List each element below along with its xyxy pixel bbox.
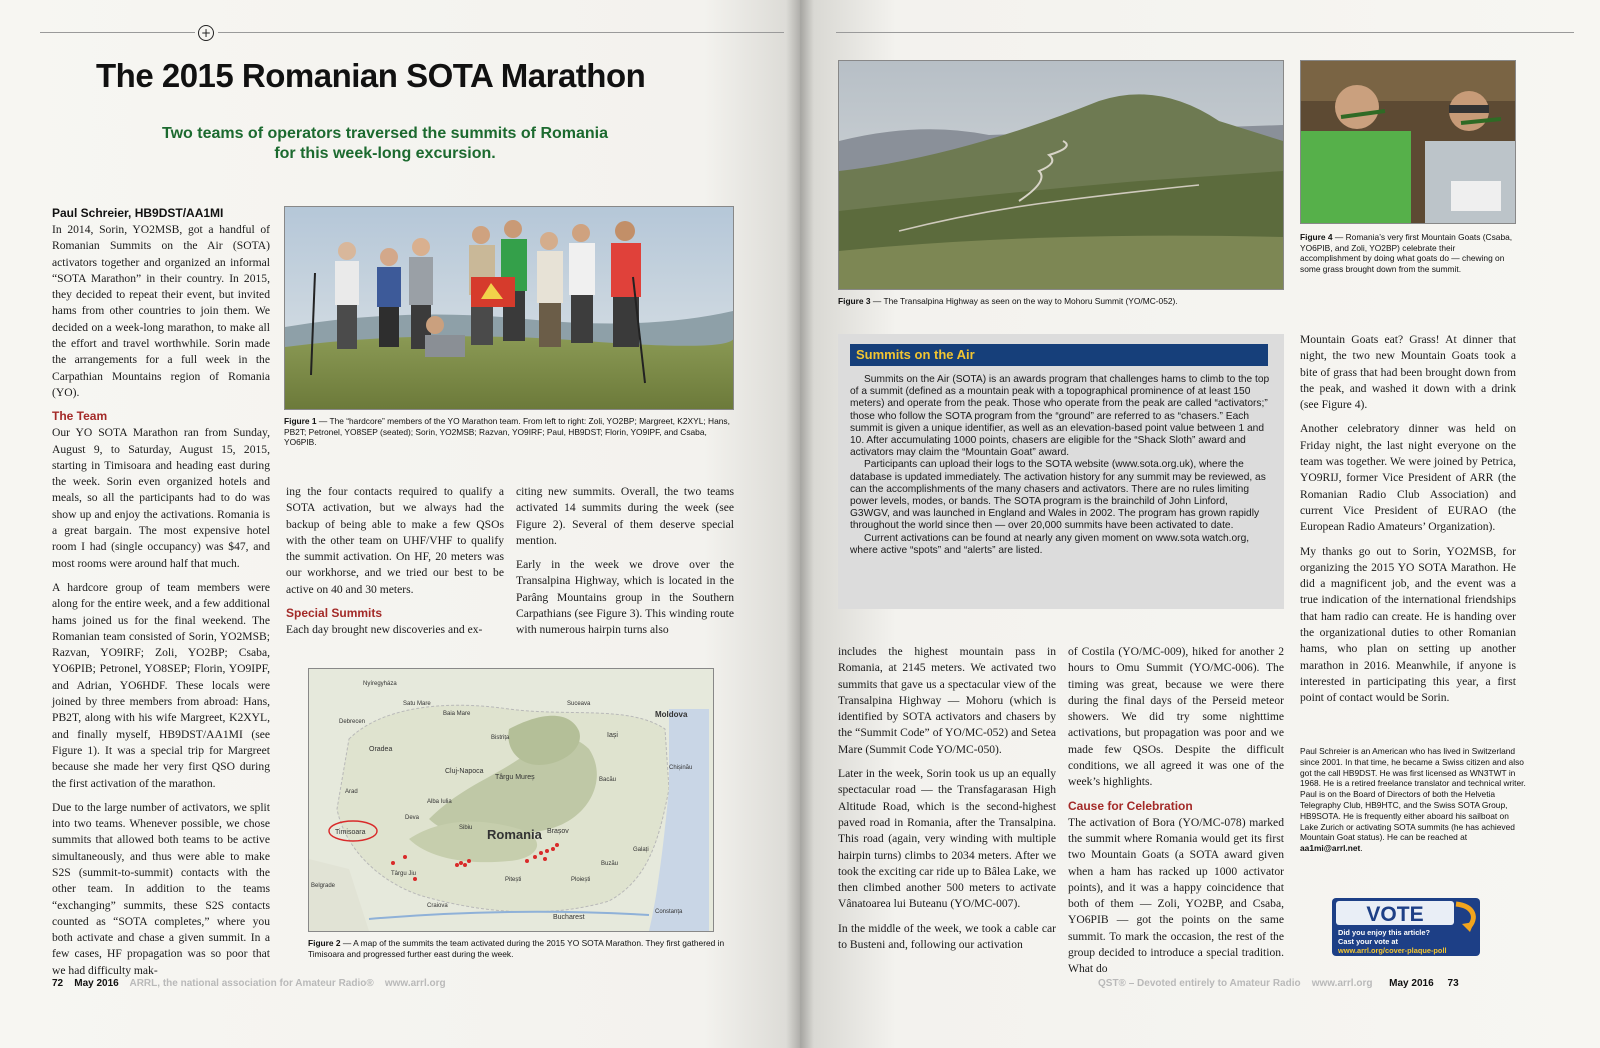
map-label-iasi: Iași	[607, 732, 618, 739]
author-bio	[1300, 746, 1526, 854]
paragraph: In the middle of the week, we took a cable car to Busteni and, following our activation	[838, 921, 1056, 952]
map-label-brasov: Brașov	[547, 828, 569, 835]
map-label-sibiu: Sibiu	[459, 825, 473, 831]
map-label-constanta: Constanța	[655, 909, 683, 915]
map-label-targu-jiu: Târgu Jiu	[391, 871, 417, 877]
footer-tagline: QST® – Devoted entirely to Amateur Radio	[1098, 978, 1301, 989]
sidebar-box	[838, 334, 1284, 609]
map-label-pitesti: Pitești	[505, 877, 522, 883]
map-label-buzau: Buzău	[601, 861, 619, 867]
column-5	[1068, 644, 1284, 986]
transalpina-photo-image	[839, 61, 1283, 289]
column-3	[516, 484, 734, 647]
figure-label: Figure 3	[838, 296, 871, 306]
map-label-craiova: Craiova	[427, 903, 448, 909]
page-number: 73	[1447, 978, 1459, 989]
figure-label: Figure 4	[1300, 232, 1333, 242]
map-label-bistrita: Bistrița	[491, 735, 510, 741]
page-gutter	[786, 0, 814, 1048]
top-rule	[40, 32, 195, 33]
map-label-belgrade: Belgrade	[311, 883, 336, 889]
right-footer	[1098, 978, 1459, 990]
figure-1-caption	[284, 416, 732, 448]
paragraph: includes the highest mountain pass in Romania, at 2145 meters. We activated two summits that gave us a spectacular view of the Transalpina Highway — Mohoru (which is identified by SOTA activators and chasers by the “Summit Code” of YO/MC-052) and Setea Mare (Summit Code YO/MC-050).	[838, 645, 1056, 756]
byline: Paul Schreier, HB9DST/AA1MI	[52, 206, 224, 220]
paragraph: The activation of Bora (YO/MC-078) marked the summit where Romania would get its first two Mountain Goats (a SOTA award given when a ham has racked up 1000 activator points), and it was a happy coincidence that both of them — Zoli, YO2BP, and Csaba, YO6PIB — got the points on the same summit. To mark the occasion, the rest of the group decided to introduce a special tradition. What do	[1068, 815, 1284, 976]
paragraph: of Costila (YO/MC-009), hiked for another 2 hours to Omu Summit (YO/MC-006). The timing was great, because we were there during the final days of the Perseid meteor showers. We did try some nighttime activations, but propagation was poor and we made few QSOs. Despite the difficult conditions, we all agreed it was one of the week’s highlights.	[1068, 645, 1284, 789]
figure-1-photo	[284, 206, 734, 410]
author-email[interactable]: aa1mi@arrl.net	[1300, 843, 1361, 854]
paragraph: Due to the large number of activators, we split into two teams. Whenever possible, we chose summits that allowed both teams to be active simultaneously, and thus were able to make S2S (summit-to-summit) contacts with the other team. In addition to the teams “exchanging” summits, these S2S contacts counted as “SOTA completes,” where you both activate and chase a given summit. In a few cases, HF propagation was so poor that we had difficulty mak-	[52, 800, 270, 977]
map-label-alba: Alba Iulia	[427, 799, 452, 805]
map-label-bucharest: Bucharest	[553, 914, 585, 921]
column-6	[1300, 332, 1516, 715]
map-label-moldova: Moldova	[655, 710, 688, 719]
mountain-goats-photo-image	[1301, 61, 1515, 223]
article-title: The 2015 Romanian SOTA Marathon	[96, 57, 646, 94]
article-subtitle: Two teams of operators traversed the summits of Romania for this week-long excursion.	[161, 125, 609, 162]
sidebar-paragraph: Current activations can be found at nearly any given moment on www.sota watch.org, where active “spots” and “alerts” are listed.	[850, 532, 1250, 556]
paragraph: In 2014, Sorin, YO2MSB, got a handful of Romanian Summits on the Air (SOTA) activators together and organized an informal “SOTA Marathon” in their country. In 2015, they decided to repeat their event, but invited hams from other countries to join them. We decided on a week-long marathon, to make all the effort and travel worthwhile. Sorin made the arrangements for a full week in the Carpathian Mountains region of Romania (YO).	[52, 223, 270, 399]
footer-url: www.arrl.org	[1311, 978, 1373, 989]
map-label-arad: Arad	[345, 789, 358, 795]
sidebar-text	[850, 374, 1270, 557]
map-label-nyiregyhaza: Nyíregyháza	[363, 681, 397, 687]
map-label-timisoara: Timisoara	[335, 829, 366, 836]
figure-4-caption	[1300, 232, 1514, 274]
figure-2-caption	[308, 938, 728, 959]
figure-label: Figure 1	[284, 416, 317, 426]
section-heading: Special Summits	[286, 606, 383, 621]
sidebar-title-bar	[850, 344, 1268, 366]
bio-text: Paul Schreier is an American who has lived in Switzerland since 2001. In that time, he became a Swiss citizen and also got the call HB9DST. He was first licensed as WN3TWT in 1968. He is a retired freelance translator and technical writer. Paul is on the Board of Directors of both the Helvetia Telegraphy Club, HB9HTC, and the Swiss SOTA Group, HB9SOTA. He is frequently either aboard his sailboat on Lake Zurich or activating SOTA summits (he has achieved Mountain Goat status). He can be reached at	[1300, 746, 1526, 843]
map-label-suceava: Suceava	[567, 701, 591, 707]
map-label-ploiesti: Ploiești	[571, 877, 591, 883]
vote-badge-graphic	[1332, 898, 1480, 956]
column-4	[838, 644, 1056, 961]
paragraph: Mountain Goats eat? Grass! At dinner that night, the two new Mountain Goats took a bite of grass that had been brought down from the peak, and washed it down with a drink (see Figure 4).	[1300, 333, 1516, 412]
column-2	[286, 484, 504, 646]
figure-label: Figure 2	[308, 938, 341, 948]
paragraph: Later in the week, Sorin took us up an equally spectacular road — the Transfagarasan High Altitude Road, which is the second-highest paved road in Romania, after the Transalpina. This road (again, very winding with multiple hairpin turns) climbs to 2034 meters. After we took the exciting car ride up to Bâlea Lake, we then climbed another 500 meters to activate Vânatoarea lui Buteanu (YO/MC-007).	[838, 767, 1056, 911]
caption-text: — A map of the summits the team activated during the 2015 YO SOTA Marathon. They first gathered in Timisoara and progressed further east during the week.	[308, 938, 725, 959]
map-label-debrecen: Debrecen	[339, 719, 366, 725]
romania-map	[309, 669, 713, 931]
figure-3-caption	[838, 296, 1298, 307]
vote-line-2: Cast your vote at	[1338, 937, 1398, 946]
sidebar-paragraph: Summits on the Air (SOTA) is an awards program that challenges hams to climb to the top of a summit (defined as a mountain peak with a topographical prominence of at least 150 meters) and operate from the peak. Those who operate from the peak are called “activators;” those who follow the SOTA program from the “ground” are referred to as “chasers.” Each summit is given a unique identifier, as well as an elevation-based point value between 1 and 10. After accumulating 1000 points, chasers are eligible for the “Shack Sloth” award and activators may claim the “Mountain Goat” award.	[850, 374, 1270, 459]
registration-mark-icon: +	[198, 25, 214, 41]
vote-line-1: Did you enjoy this article?	[1338, 928, 1430, 937]
bio-tail: .	[1360, 843, 1363, 854]
paragraph: A hardcore group of team members were along for the entire week, and a few additional hams joined us for the final weekend. The Romanian team consisted of Sorin, YO2MSB; Razvan, YO9IRF; Zoli, YO2BP; Csaba, YO6PIB; Petronel, YO8SEP; Florin, YO9IPF, and Adrian, YO6HDF. These locals were joined by three members from abroad: Hans, PB2T, along with his wife Margreet, K2XYL, and finally myself, HB9DST/AA1MI (see Figure 1). It was a special trip for Margreet because she made her very first QSO during the first activation of the marathon.	[52, 580, 270, 790]
issue-date: May 2016	[1389, 978, 1434, 989]
figure-2-map	[308, 668, 714, 932]
figure-4-photo	[1300, 60, 1516, 224]
vote-url: www.arrl.org/cover-plaque-poll	[1338, 946, 1447, 955]
map-label-oradea: Oradea	[369, 746, 393, 753]
map-label-deva: Deva	[405, 815, 420, 821]
paragraph: citing new summits. Overall, the two teams activated 14 summits during the week (see Figure 2). Several of them deserve special mention.	[516, 485, 734, 547]
map-label-cluj: Cluj-Napoca	[445, 768, 484, 775]
vote-label: VOTE	[1366, 903, 1424, 926]
map-label-tirgu: Târgu Mureș	[495, 774, 535, 781]
paragraph: Early in the week we drove over the Transalpina Highway, which is located in the Parâng Mountains group in the Southern Carpathians (see Figure 3). This winding route with numerous hairpin turns also	[516, 558, 734, 637]
footer-url: www.arrl.org	[384, 978, 446, 989]
section-heading: The Team	[52, 409, 108, 424]
paragraph: My thanks go out to Sorin, YO2MSB, for organizing the 2015 YO SOTA Marathon. He did a magnificent job, and the event was a true indication of the international friendships that ham radio can create. He is handing over the organizational duties to other Romanian hams, who plan on setting up another marathon in 2016. Meanwhile, if anyone is interested in participating this year, a first point of contact would be Sorin.	[1300, 544, 1516, 705]
map-label-satu-mare: Satu Mare	[403, 701, 431, 707]
footer-tagline: ARRL, the national association for Amateur Radio®	[129, 978, 374, 989]
caption-text: — Romania’s very first Mountain Goats (Csaba, YO6PIB, and Zoli, YO2BP) celebrate their accomplishment by doing what goats do — chewing on some grass brought down from the summit.	[1300, 232, 1513, 274]
paragraph: Our YO SOTA Marathon ran from Sunday, August 9, to Saturday, August 15, 2015, starting in Timisoara and heading east during the week. Sorin even organized hotels and meals, so all the participants had to do was show up and enjoy the activations. Romania is a great bargain. The most expensive hotel room I had (single occupancy) was $47, and most rooms were around half that much.	[52, 426, 270, 570]
paragraph: Another celebratory dinner was held on Friday night, the last night everyone on the team was together. We were joined by Petrica, YO9RIJ, former Vice President of ARR (the Romanian Radio Club Association) and current Vice President of EURAO (the European Radio Amateurs’ Organization).	[1300, 422, 1516, 534]
map-label-romania: Romania	[487, 827, 542, 842]
vote-badge[interactable]	[1332, 898, 1480, 956]
sidebar-title: Summits on the Air	[856, 347, 975, 362]
caption-text: — The Transalpina Highway as seen on the way to Mohoru Summit (YO/MC-052).	[870, 296, 1178, 306]
figure-3-photo	[838, 60, 1284, 290]
top-rule	[836, 32, 1574, 33]
team-photo-image	[285, 207, 733, 409]
sidebar-paragraph: Participants can upload their logs to the SOTA website (www.sota.org.uk), where the database is updated immediately. The activation history for any summit may be reviewed, as can the accomplishments of the many chasers and activators. There are no rules limiting power levels, modes, or bands. The SOTA program is the brainchild of John Linford, G3WGV, and was launched in England and Wales in 2002. The program has grown rapidly throughout the world since then — over 20,000 summits have been activated to date.	[850, 459, 1266, 532]
paragraph: Each day brought new discoveries and ex-	[286, 623, 483, 637]
top-rule	[218, 32, 784, 33]
right-page	[800, 0, 1600, 1048]
page-number: 72	[52, 978, 64, 989]
section-heading: Cause for Celebration	[1068, 798, 1193, 813]
column-1	[52, 222, 270, 987]
map-label-baia-mare: Baia Mare	[443, 711, 471, 717]
map-label-chisinau: Chișinău	[669, 765, 693, 771]
map-label-bacau: Bacău	[599, 777, 617, 783]
issue-date: May 2016	[74, 978, 119, 989]
map-label-galati: Galați	[633, 847, 649, 853]
paragraph: ing the four contacts required to qualify a SOTA activation, but we always had the backup of being able to make a few QSOs with the other team on UHF/VHF to qualify the summit activation. On HF, 20 meters was our workhorse, and we tried our best to be active on 40 and 30 meters.	[286, 485, 504, 596]
caption-text: — The “hardcore” members of the YO Marathon team. From left to right: Zoli, YO2BP; Margreet, K2XYL; Hans, PB2T; Petronel, YO8SEP (seated); Sorin, YO2MSB; Razvan, YO9IRF; Paul, HB9DST; Florin, YO9IPF, and Csaba, YO6PIB.	[284, 416, 730, 448]
left-footer	[52, 978, 446, 990]
